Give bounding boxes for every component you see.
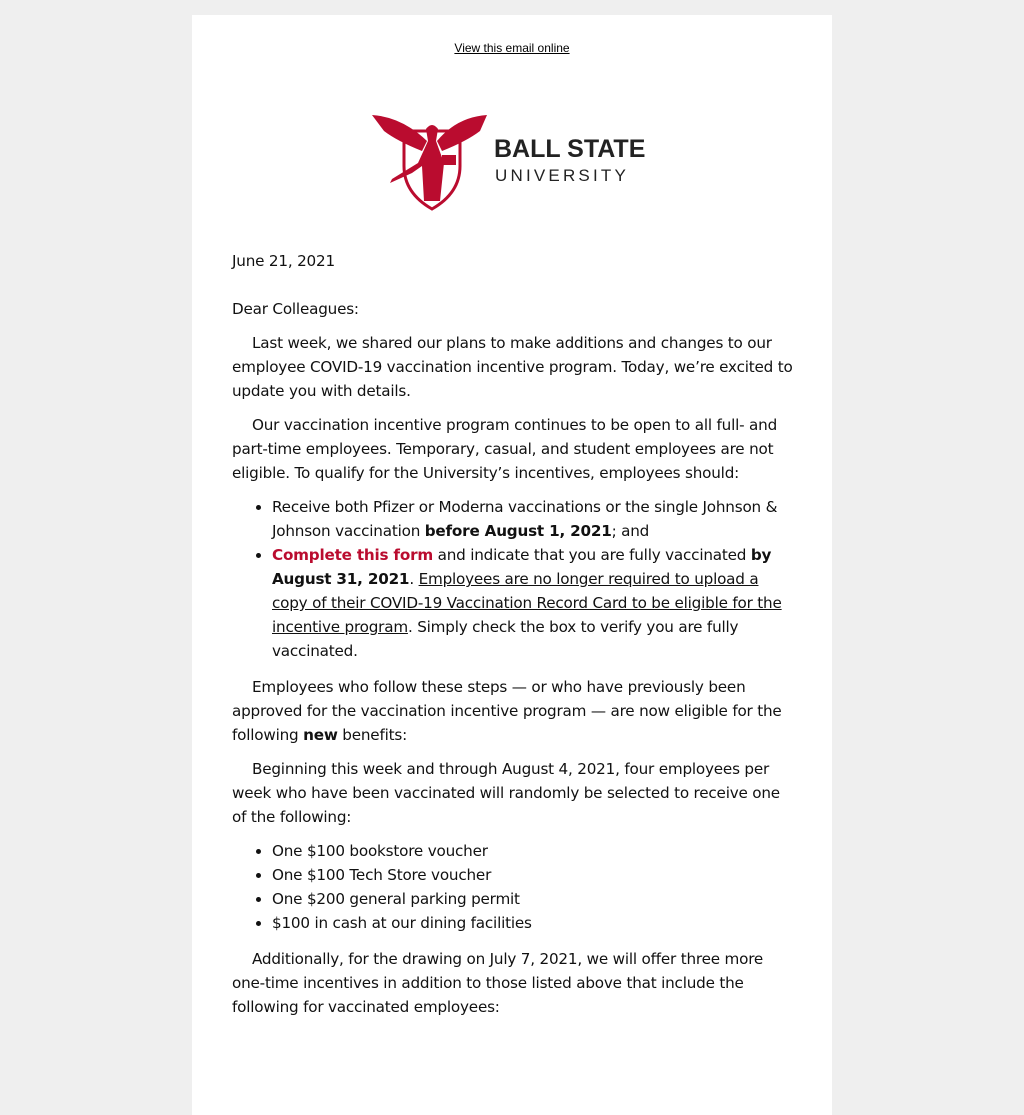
ball-state-logo: [372, 111, 662, 211]
list-item: • $100 in cash at our dining facilities: [272, 911, 794, 935]
view-online-link[interactable]: View this email online: [454, 41, 570, 55]
cardinal-shield-icon: [372, 111, 662, 211]
text: and indicate that you are fully vaccinated: [433, 546, 751, 564]
paragraph-benefits: [232, 675, 794, 747]
list-item: [272, 495, 794, 543]
deadline: by August 31, 2021: [272, 546, 772, 588]
email-content: [232, 249, 794, 1029]
text: . Simply check the box to verify you are fully vaccinated.: [272, 618, 739, 660]
list-item: • One $100 Tech Store voucher: [272, 863, 794, 887]
date: June 21, 2021: [232, 252, 335, 270]
paragraph-drawing: Beginning this week and through August 4, 2021, four employees per week who have been vaccinated will randomly be selected to receive one of the following:: [232, 760, 780, 826]
logo-line1: BALL STATE: [494, 135, 646, 163]
paragraph-intro: Last week, we shared our plans to make additions and changes to our employee COVID-19 vaccination incentive program. Today, we’re excited to update you with details.: [232, 334, 793, 400]
text: benefits:: [337, 726, 407, 744]
list-item: • One $100 bookstore voucher: [272, 839, 794, 863]
list-item: • One $200 general parking permit: [272, 887, 794, 911]
underlined-note: Employees are no longer required to upload a copy of their COVID-19 Vaccination Record Card to be eligible for the incentive program: [272, 570, 782, 636]
text: Employees who follow these steps — or who have previously been approved for the vaccination incentive program — are now eligible for the following: [232, 678, 782, 744]
text: .: [409, 570, 419, 588]
logo-line2: UNIVERSITY: [495, 166, 630, 185]
email-body: [192, 15, 832, 1115]
prizes-list: [232, 839, 794, 935]
paragraph-additional: Additionally, for the drawing on July 7, 2021, we will offer three more one-time incentives in addition to those listed above that include the following for vaccinated employees:: [232, 950, 764, 1016]
complete-form-link[interactable]: Complete this form: [272, 546, 433, 564]
text: ; and: [611, 522, 650, 540]
paragraph-eligibility: Our vaccination incentive program continues to be open to all full- and part-time employees. Temporary, casual, and student employees are not eligible. To qualify for the University’s incentives, employees should:: [232, 416, 778, 482]
list-item: [272, 543, 794, 663]
text: Receive both Pfizer or Moderna vaccinations or the single Johnson & Johnson vaccination: [272, 498, 778, 540]
deadline: before August 1, 2021: [424, 522, 612, 540]
greeting: Dear Colleagues:: [232, 300, 359, 318]
emphasis: new: [303, 726, 338, 744]
requirements-list: [232, 495, 794, 663]
